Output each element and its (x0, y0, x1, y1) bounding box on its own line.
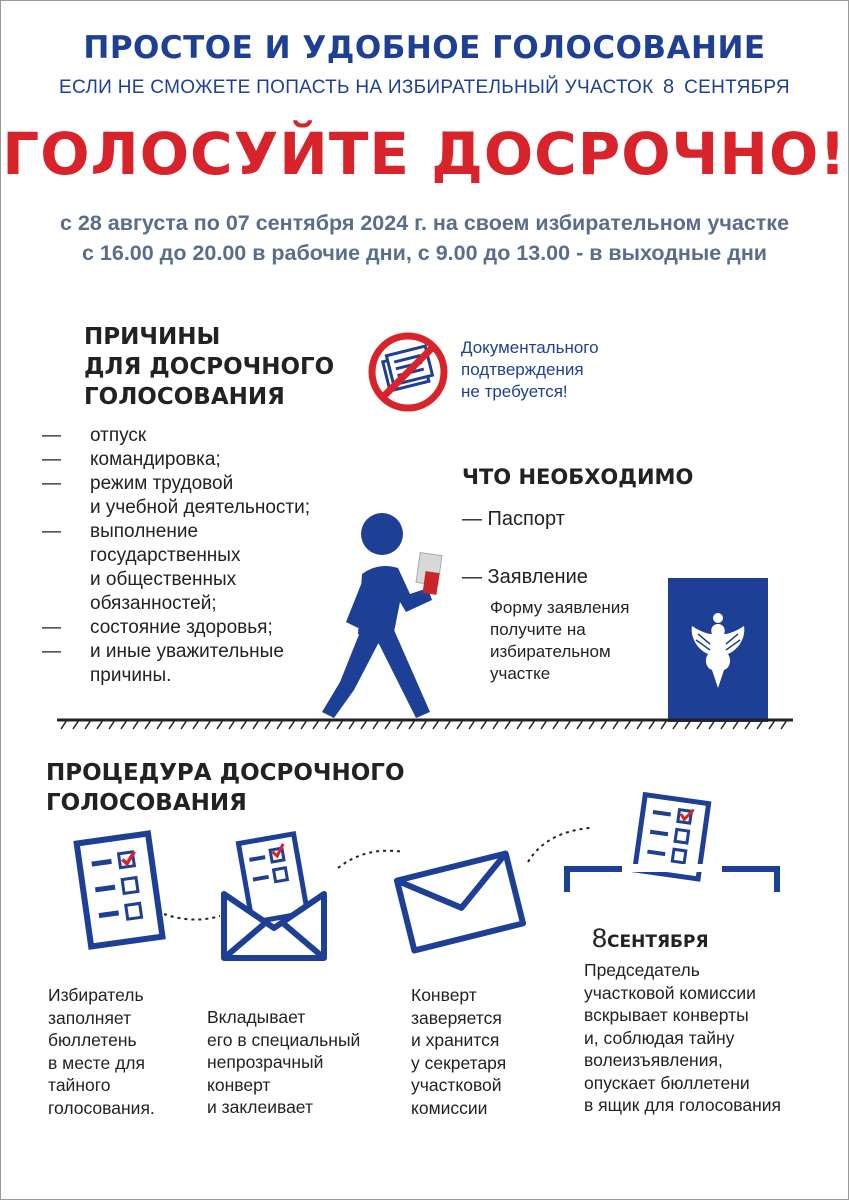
requirement-passport: — Паспорт (462, 508, 565, 530)
reason-dash: — (42, 617, 61, 638)
ground-line (57, 718, 793, 730)
application-form-note (490, 597, 630, 685)
form-note-line: получите на (490, 620, 586, 639)
reasons-title-line: ДЛЯ ДОСРОЧНОГО (84, 354, 335, 380)
reason-dash (42, 592, 90, 616)
ballot-box-emblem-icon (668, 578, 768, 722)
step-text-line: Вкладывает (207, 1007, 306, 1027)
step-text-line: голосования. (48, 1097, 155, 1118)
reasons-title-line: ГОЛОСОВАНИЯ (84, 384, 285, 410)
step-text-line: непрозрачный (207, 1052, 324, 1072)
note-line: не требуется! (461, 382, 568, 401)
reason-dash (42, 664, 90, 688)
note-line: подтверждения (461, 360, 584, 379)
dotted-connector (162, 908, 222, 924)
reason-item (42, 472, 372, 496)
step-text-line: опускает бюллетени (584, 1072, 750, 1093)
slogan: ГОЛОСУЙТЕ ДОСРОЧНО! (2, 120, 847, 188)
no-documents-icon (366, 330, 450, 414)
step-text-line: и хранится (411, 1030, 500, 1050)
subtitle-day: 8 (663, 76, 675, 98)
step-text-line: конверт (207, 1074, 271, 1095)
step-text-line: тайного (48, 1075, 111, 1095)
ballot-icon (70, 828, 170, 958)
step-4-day: 8 (592, 923, 608, 953)
step-text-line: заполняет (48, 1007, 132, 1028)
step-text-line: у секретаря (411, 1052, 507, 1073)
step-text-line: заверяется (411, 1007, 502, 1028)
requirement-application: — Заявление (462, 566, 588, 588)
reason-dash (42, 496, 90, 520)
procedure-title-line: ПРОЦЕДУРА ДОСРОЧНОГО (46, 760, 405, 786)
reasons-title-line: ПРИЧИНЫ (84, 324, 221, 350)
form-note-line: участке (490, 664, 551, 683)
reason-text: состояние здоровья; (90, 617, 273, 638)
reason-text: и общественных (90, 569, 237, 590)
reason-text: выполнение (90, 521, 199, 542)
requirements-title: ЧТО НЕОБХОДИМО (462, 465, 694, 489)
subtitle-month: СЕНТЯБРЯ (684, 77, 790, 98)
reason-item (42, 424, 372, 448)
step-text-line: участковой (411, 1075, 502, 1095)
step-text-line: и заклеивает (207, 1097, 313, 1117)
step-4-text (584, 959, 781, 1117)
step-text-line: в ящик для голосования (584, 1095, 782, 1115)
step-4-month: СЕНТЯБРЯ (607, 932, 709, 952)
walking-voter-icon (318, 512, 448, 724)
dates-line-2: с 16.00 до 20.00 в рабочие дни, с 9.00 до 13.00 - в выходные дни (81, 241, 768, 265)
reasons-title (84, 322, 334, 412)
reason-text: обязанностей; (90, 593, 217, 614)
reason-dash: — (42, 449, 61, 470)
no-documents-note (461, 337, 599, 403)
reason-dash: — (42, 641, 61, 662)
ballot-into-box-icon (562, 794, 782, 896)
step-text-line: бюллетень (48, 1030, 137, 1050)
step-text-line: волеизъявления, (584, 1050, 723, 1070)
step-text-line: участковой комиссии (584, 982, 756, 1003)
sealed-envelope-icon (396, 852, 524, 952)
step-text-line: его в специальный (207, 1029, 361, 1050)
page-title: ПРОСТОЕ И УДОБНОЕ ГОЛОСОВАНИЕ (83, 30, 766, 66)
reason-text: режим трудовой (90, 473, 234, 494)
dates-line-1: с 28 августа по 07 сентября 2024 г. на своем избирательном участке (59, 211, 790, 235)
reason-dash: — (42, 425, 61, 446)
step-text-line: Конверт (411, 985, 477, 1005)
step-2-text (207, 1006, 360, 1119)
procedure-title (46, 758, 405, 818)
step-1-text (48, 984, 155, 1119)
subtitle-text: ЕСЛИ НЕ СМОЖЕТЕ ПОПАСТЬ НА ИЗБИРАТЕЛЬНЫЙ УЧАСТОК (59, 77, 654, 98)
reason-dash: — (42, 521, 61, 542)
reason-text: командировка; (90, 449, 221, 470)
step-text-line: комиссии (411, 1097, 488, 1118)
reason-dash (42, 544, 90, 568)
reason-text: и иные уважительные (90, 641, 284, 662)
reason-dash: — (42, 473, 61, 494)
step-text-line: и, соблюдая тайну (584, 1027, 735, 1048)
step-text-line: Председатель (584, 960, 700, 980)
step-text-line: вскрывает конверты (584, 1005, 749, 1025)
reason-text: государственных (90, 545, 241, 566)
reason-text: причины. (90, 665, 172, 686)
step-text-line: в месте для (48, 1052, 145, 1073)
step-3-text (411, 984, 506, 1119)
reason-text: отпуск (90, 425, 147, 446)
step-4-date (592, 923, 709, 954)
note-line: Документального (461, 338, 599, 357)
step-text-line: Избиратель (48, 985, 144, 1005)
procedure-title-line: ГОЛОСОВАНИЯ (46, 790, 247, 816)
reason-item (42, 448, 372, 472)
page-subtitle (0, 76, 849, 99)
reason-dash (42, 568, 90, 592)
form-note-line: избирательном (490, 642, 611, 661)
form-note-line: Форму заявления (490, 598, 630, 617)
reason-text: и учебной деятельности; (90, 497, 310, 518)
envelope-ballot-icon (220, 834, 330, 964)
